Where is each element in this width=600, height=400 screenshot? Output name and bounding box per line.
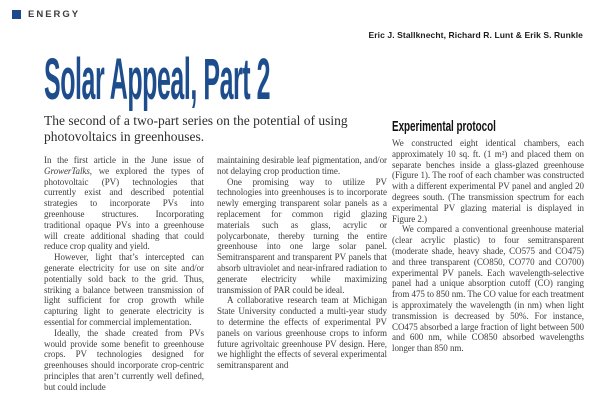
page-title-text: Solar Appeal, Part 2 [44,47,271,112]
section-heading-experimental-protocol [392,119,584,135]
category-square-icon [12,10,21,19]
paragraph-promising: One promising way to utilize PV technologies into greenhouses is to incorporate newly emerging transparent solar panels as a replacement for common rigid glazing materials such as glass, acrylic or polycarbonate, thereby turning the entire greenhouse into one large solar panel. Semitransparent and transparent PV panels that absorb ultraviolet and near-infrared radiation to generate electricity while maximizing transmission of PAR could be ideal. [217,176,387,295]
column-right [392,119,584,400]
paragraph-ideally: Ideally, the shade created from PVs would provide some benefit to greenhouse crops. PV technologies designed for greenhouses should incorporate crop-centric principles that aren’t currently well defined, but could include [44,327,204,392]
publication-name-italic: GrowerTalks [44,165,90,176]
column-middle [217,155,387,400]
column-left [44,155,204,400]
subtitle: The second of a two-part series on the potential of using photovoltaics in greenhouses. [44,113,348,144]
byline: Eric J. Stallknecht, Richard R. Lunt & Erik S. Runkle [368,30,583,40]
paragraph-intro-pre: In the first article in the June issue of [44,155,204,165]
section-heading-text: Experimental protocol [392,119,496,135]
paragraph-intro [44,155,204,252]
paragraph-collaborative: A collaborative research team at Michigan State University conducted a multi-year study to determine the effects of experimental PV panels on various greenhouse crops to inform future agrivoltaic greenhouse PV design. Here, we highlight the effects of several experimental semitransparent and [217,295,387,371]
paragraph-intro-post: , we explored the types of photovoltaic (PV) technologies that currently exist and described potential strategies to incorporate PVs into greenhouse structures. Incorporating traditional opaque PVs into a greenhouse will create additional shading that could reduce crop quality and yield. [44,165,204,252]
paragraph-chambers: We constructed eight identical chambers, each approximately 10 sq. ft. (1 m²) and placed them on separate benches inside a glass-glazed greenhouse (Figure 1). The roof of each chamber was constructed with a different experimental PV panel and angled 20 degrees south. (The transmission spectrum for each experimental PV glazing material is displayed in Figure 2.) [392,138,584,224]
paragraph-compared: We compared a conventional greenhouse material (clear acrylic plastic) to four semitransparent (moderate shade, heavy shade, CO575 and CO475) and three transparent (CO850, CO770 and CO700) experimental PV panels. Each wavelength-selective panel had a unique absorption cutoff (CO) ranging from 475 to 850 nm. The CO value for each treatment is approximately the wavelength (in nm) when light transmission is decreased by 50%. For instance, CO475 absorbed a large fraction of light between 500 and 600 nm, while CO850 absorbed wavelengths longer than 850 nm. [392,224,584,354]
paragraph-continuation: maintaining desirable leaf pigmentation, and/or not delaying crop production time. [217,155,387,176]
page-title [44,47,570,113]
category-tag [12,9,80,20]
category-label: ENERGY [28,9,81,20]
paragraph-however: However, light that’s intercepted can generate electricity for use on site and/or potentially sold back to the grid. Thus, striking a balance between transmission of light sufficient for crop growth while capturing light to generate electricity is essential for commercial implementation. [44,252,204,327]
